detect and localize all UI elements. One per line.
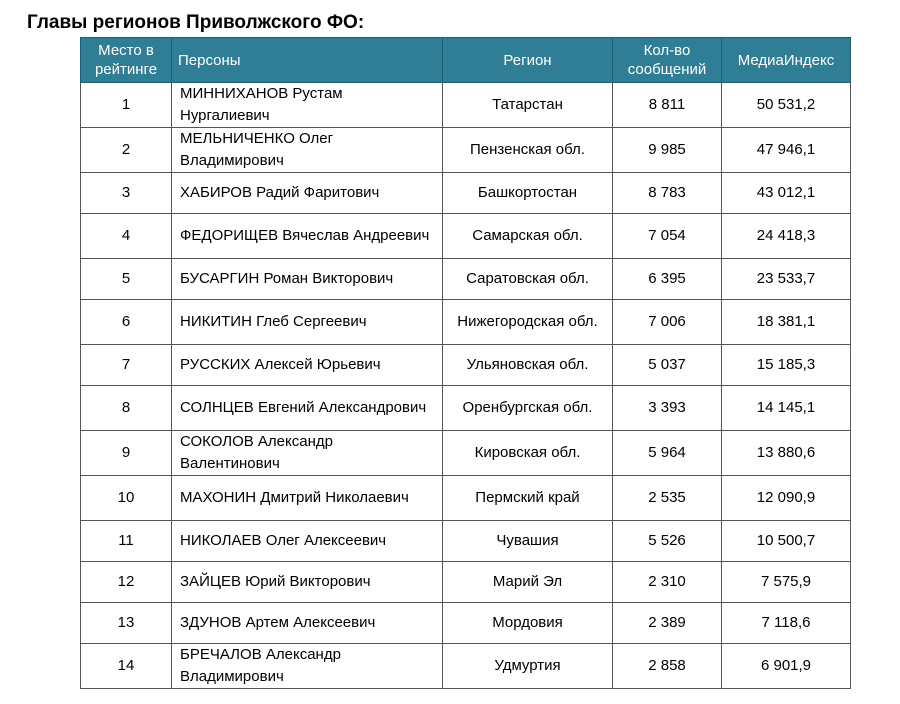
index-cell: 7 118,6 [722, 603, 851, 644]
table-row [81, 476, 851, 521]
messages-cell: 3 393 [613, 386, 722, 431]
rank-cell: 2 [81, 128, 172, 173]
rank-cell: 13 [81, 603, 172, 644]
messages-cell: 2 858 [613, 644, 722, 689]
index-cell: 18 381,1 [722, 300, 851, 345]
region-cell: Удмуртия [443, 644, 613, 689]
table-row [81, 562, 851, 603]
region-cell: Оренбургская обл. [443, 386, 613, 431]
person-cell: МАХОНИН Дмитрий Николаевич [172, 476, 443, 521]
rank-cell: 9 [81, 431, 172, 476]
messages-cell: 2 310 [613, 562, 722, 603]
person-cell: НИКИТИН Глеб Сергеевич [172, 300, 443, 345]
index-cell: 23 533,7 [722, 259, 851, 300]
index-cell: 7 575,9 [722, 562, 851, 603]
index-cell: 47 946,1 [722, 128, 851, 173]
rank-cell: 10 [81, 476, 172, 521]
region-cell: Саратовская обл. [443, 259, 613, 300]
table-row [81, 173, 851, 214]
rank-cell: 6 [81, 300, 172, 345]
region-cell: Кировская обл. [443, 431, 613, 476]
rank-cell: 3 [81, 173, 172, 214]
messages-cell: 9 985 [613, 128, 722, 173]
person-cell: МИННИХАНОВ Рустам Нургалиевич [172, 83, 443, 128]
index-cell: 6 901,9 [722, 644, 851, 689]
messages-cell: 5 964 [613, 431, 722, 476]
rank-cell: 1 [81, 83, 172, 128]
table-row [81, 300, 851, 345]
index-cell: 50 531,2 [722, 83, 851, 128]
person-cell: ЗДУНОВ Артем Алексеевич [172, 603, 443, 644]
index-cell: 14 145,1 [722, 386, 851, 431]
rank-cell: 7 [81, 345, 172, 386]
person-cell: ФЕДОРИЩЕВ Вячеслав Андреевич [172, 214, 443, 259]
messages-cell: 7 006 [613, 300, 722, 345]
index-cell: 12 090,9 [722, 476, 851, 521]
region-cell: Нижегородская обл. [443, 300, 613, 345]
region-cell: Самарская обл. [443, 214, 613, 259]
region-cell: Марий Эл [443, 562, 613, 603]
messages-cell: 2 535 [613, 476, 722, 521]
rank-cell: 8 [81, 386, 172, 431]
person-cell: БУСАРГИН Роман Викторович [172, 259, 443, 300]
region-cell: Мордовия [443, 603, 613, 644]
index-cell: 13 880,6 [722, 431, 851, 476]
person-cell: СОКОЛОВ Александр Валентинович [172, 431, 443, 476]
column-header-person: Персоны [172, 38, 443, 83]
table-row [81, 345, 851, 386]
column-header-index: МедиаИндекс [722, 38, 851, 83]
messages-cell: 6 395 [613, 259, 722, 300]
region-cell: Ульяновская обл. [443, 345, 613, 386]
table-row [81, 644, 851, 689]
table-row [81, 214, 851, 259]
index-cell: 10 500,7 [722, 521, 851, 562]
index-cell: 15 185,3 [722, 345, 851, 386]
table-row [81, 521, 851, 562]
column-header-rank: Место в рейтинге [81, 38, 172, 83]
rank-cell: 5 [81, 259, 172, 300]
person-cell: БРЕЧАЛОВ Александр Владимирович [172, 644, 443, 689]
index-cell: 43 012,1 [722, 173, 851, 214]
table-row [81, 431, 851, 476]
person-cell: НИКОЛАЕВ Олег Алексеевич [172, 521, 443, 562]
messages-cell: 5 526 [613, 521, 722, 562]
messages-cell: 5 037 [613, 345, 722, 386]
index-cell: 24 418,3 [722, 214, 851, 259]
person-cell: СОЛНЦЕВ Евгений Александрович [172, 386, 443, 431]
messages-cell: 7 054 [613, 214, 722, 259]
rank-cell: 12 [81, 562, 172, 603]
rating-table [80, 37, 851, 689]
table-row [81, 603, 851, 644]
person-cell: ЗАЙЦЕВ Юрий Викторович [172, 562, 443, 603]
region-cell: Башкортостан [443, 173, 613, 214]
person-cell: МЕЛЬНИЧЕНКО Олег Владимирович [172, 128, 443, 173]
table-row [81, 259, 851, 300]
rank-cell: 4 [81, 214, 172, 259]
table-row [81, 83, 851, 128]
person-cell: РУССКИХ Алексей Юрьевич [172, 345, 443, 386]
table-row [81, 128, 851, 173]
region-cell: Пермский край [443, 476, 613, 521]
rank-cell: 11 [81, 521, 172, 562]
table-row [81, 386, 851, 431]
person-cell: ХАБИРОВ Радий Фаритович [172, 173, 443, 214]
messages-cell: 8 783 [613, 173, 722, 214]
page-title: Главы регионов Приволжского ФО: [27, 12, 365, 33]
messages-cell: 8 811 [613, 83, 722, 128]
column-header-messages: Кол-во сообщений [613, 38, 722, 83]
region-cell: Чувашия [443, 521, 613, 562]
table-header-row [81, 38, 851, 83]
rank-cell: 14 [81, 644, 172, 689]
messages-cell: 2 389 [613, 603, 722, 644]
column-header-region: Регион [443, 38, 613, 83]
region-cell: Пензенская обл. [443, 128, 613, 173]
region-cell: Татарстан [443, 83, 613, 128]
